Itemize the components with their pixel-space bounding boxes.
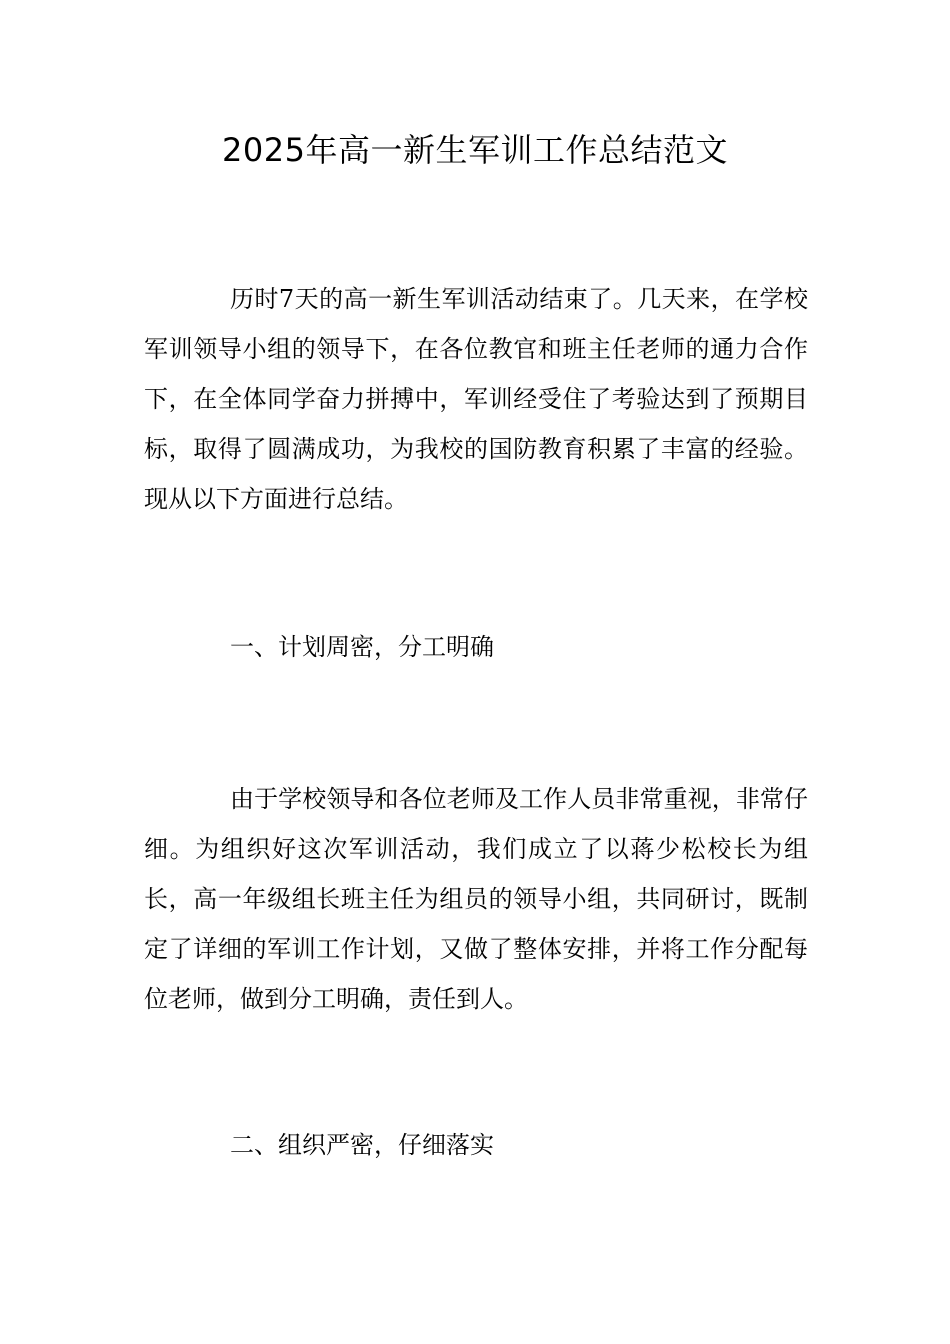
section-1-paragraph: 由于学校领导和各位老师及工作人员非常重视，非常仔细。为组织好这次军训活动，我们成立了以蒋少松校长为组长，高一年级组长班主任为组员的领导小组，共同研讨，既制定了详细的军训工作计划，又做了整体安排，并将工作分配每位老师，做到分工明确，责任到人。 — [144, 785, 808, 1013]
document-title: 2025年高一新生军训工作总结范文 — [222, 131, 728, 169]
section-heading-1: 一、计划周密，分工明确 — [230, 633, 494, 661]
intro-paragraph: 历时7天的高一新生军训活动结束了。几天来，在学校军训领导小组的领导下，在各位教官和班主任老师的通力合作下，在全体同学奋力拼搏中，军训经受住了考验达到了预期目标，取得了圆满成功，为我校的国防教育积累了丰富的经验。现从以下方面进行总结。 — [144, 285, 808, 513]
section-heading-2: 二、组织严密，仔细落实 — [230, 1131, 494, 1159]
